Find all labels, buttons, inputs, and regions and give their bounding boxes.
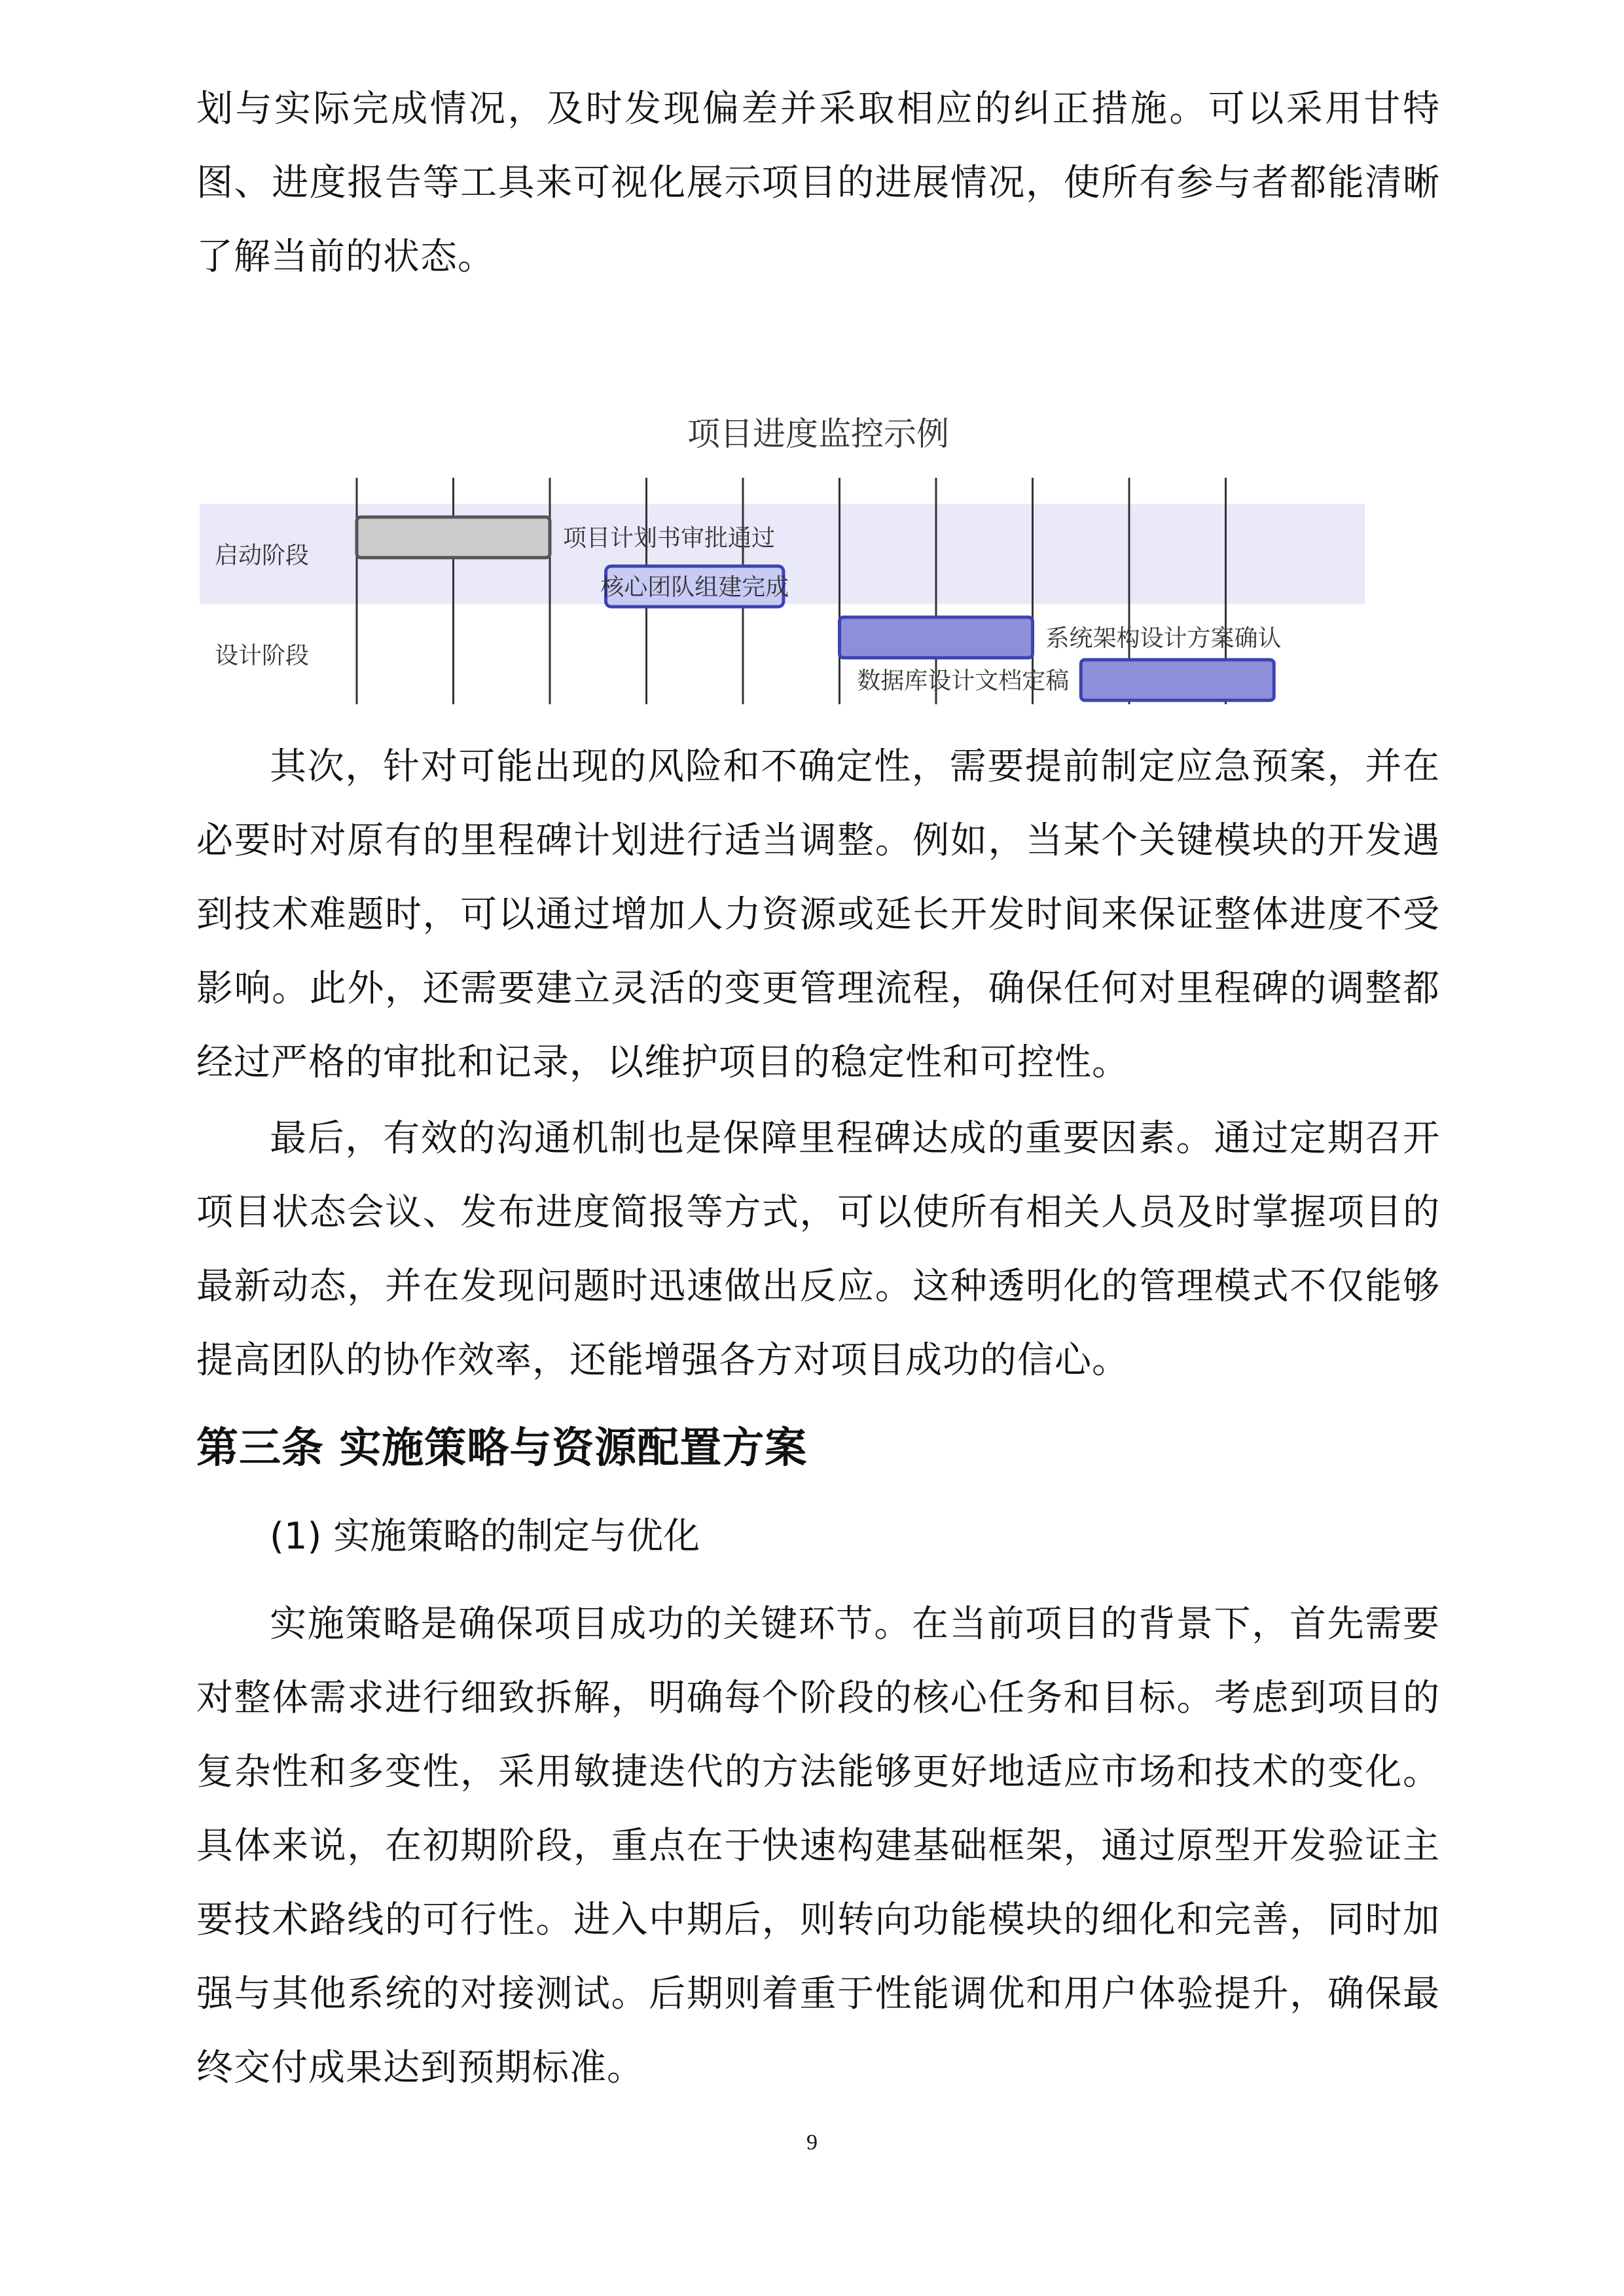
intro-paragraph: 划与实际完成情况，及时发现偏差并采取相应的纠正措施。可以采用甘特图、进度报告等工具来可视化展示项目的进展情况，使所有参与者都能清晰了解当前的状态。	[196, 88, 1440, 278]
risk-paragraph: 其次，针对可能出现的风险和不确定性，需要提前制定应急预案，并在必要时对原有的里程碑计划进行适当调整。例如，当某个关键模块的开发遇到技术难题时，可以通过增加人力资源或延长开发时间来保证整体进度不受影响。此外，还需要建立灵活的变更管理流程，确保任何对里程碑的调整都经过严格的审批和记录，以维护项目的稳定性和可控性。	[196, 745, 1440, 1084]
task-bar	[1081, 660, 1274, 700]
task-label: 系统架构设计方案确认	[1045, 625, 1282, 652]
task-bar	[840, 617, 1033, 658]
phase-label: 设计阶段	[214, 642, 310, 670]
subsection-heading: (1) 实施策略的制定与优化	[270, 1515, 700, 1558]
page-number: 9	[806, 2130, 818, 2155]
task-label: 核心团队组建完成	[600, 574, 789, 601]
communication-paragraph: 最后，有效的沟通机制也是保障里程碑达成的重要因素。通过定期召开项目状态会议、发布进度简报等方式，可以使所有相关人员及时掌握项目的最新动态，并在发现问题时迅速做出反应。这种透明化的管理模式不仅能够提高团队的协作效率，还能增强各方对项目成功的信心。	[196, 1117, 1440, 1382]
strategy-paragraph: 实施策略是确保项目成功的关键环节。在当前项目的背景下，首先需要对整体需求进行细致拆解，明确每个阶段的核心任务和目标。考虑到项目的复杂性和多变性，采用敏捷迭代的方法能够更好地适应市场和技术的变化。具体来说，在初期阶段，重点在于快速构建基础框架，通过原型开发验证主要技术路线的可行性。进入中期后，则转向功能模块的细化和完善，同时加强与其他系统的对接测试。后期则着重于性能调优和用户体验提升，确保最终交付成果达到预期标准。	[196, 1603, 1440, 2089]
task-label: 项目计划书审批通过	[563, 525, 776, 552]
task-label: 数据库设计文档定稿	[857, 668, 1070, 694]
phase-label: 启动阶段	[214, 542, 310, 569]
section-heading: 第三条 实施策略与资源配置方案	[196, 1424, 808, 1473]
task-bar	[357, 517, 550, 558]
gantt-chart	[190, 406, 1381, 713]
chart-title: 项目进度监控示例	[687, 415, 949, 453]
